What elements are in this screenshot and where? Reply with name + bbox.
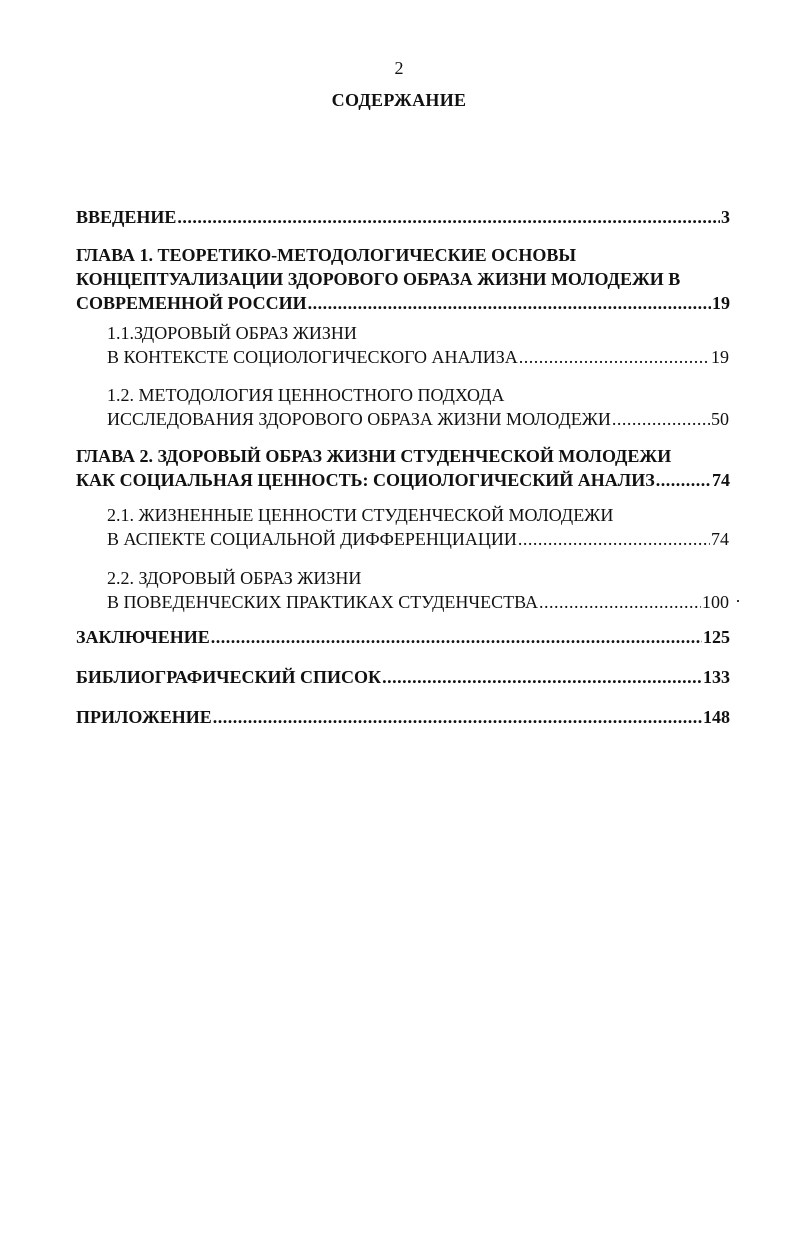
toc-page-number: 74 bbox=[712, 470, 730, 490]
toc-page-number: 125 bbox=[703, 627, 730, 647]
toc-entry-line bbox=[107, 527, 729, 551]
toc-entry-line bbox=[76, 205, 730, 229]
toc-entry-title: В ПОВЕДЕНЧЕСКИХ ПРАКТИКАХ СТУДЕНЧЕСТВА bbox=[107, 592, 538, 612]
toc-entry-title-line: 2.1. ЖИЗНЕННЫЕ ЦЕННОСТИ СТУДЕНЧЕСКОЙ МОЛОДЕЖИ bbox=[107, 505, 614, 525]
toc-entry-line bbox=[107, 345, 729, 369]
toc-entry-line bbox=[76, 625, 730, 649]
scan-speck bbox=[737, 600, 739, 602]
toc-entry-title: БИБЛИОГРАФИЧЕСКИЙ СПИСОК bbox=[76, 667, 382, 687]
toc-entry-section-2-2[interactable] bbox=[107, 566, 729, 614]
page-title: СОДЕРЖАНИЕ bbox=[331, 90, 467, 110]
toc-entry-line bbox=[76, 291, 730, 315]
toc-entry-line bbox=[76, 468, 730, 492]
toc-page-number: 133 bbox=[703, 667, 730, 687]
toc-entry-title-line: ГЛАВА 1. ТЕОРЕТИКО-МЕТОДОЛОГИЧЕСКИЕ ОСНОВЫ bbox=[76, 245, 577, 265]
toc-entry-section-2-1[interactable] bbox=[107, 503, 729, 551]
toc-entry-introduction[interactable] bbox=[76, 205, 730, 229]
toc-entry-title-line: 1.2. МЕТОДОЛОГИЯ ЦЕННОСТНОГО ПОДХОДА bbox=[107, 385, 505, 405]
toc-page-number: 148 bbox=[703, 707, 730, 727]
toc-entry-line bbox=[76, 705, 730, 729]
toc-entry-title: СОВРЕМЕННОЙ РОССИИ bbox=[76, 293, 307, 313]
toc-entry-line bbox=[107, 590, 729, 614]
dot-leader bbox=[519, 345, 710, 369]
dot-leader bbox=[612, 407, 710, 431]
dot-leader bbox=[656, 468, 711, 492]
toc-page-number: 19 bbox=[712, 293, 730, 313]
toc-entry-title-line: ГЛАВА 2. ЗДОРОВЫЙ ОБРАЗ ЖИЗНИ СТУДЕНЧЕСКОЙ МОЛОДЕЖИ bbox=[76, 446, 672, 466]
toc-entry-line bbox=[107, 407, 729, 431]
toc-entry-appendix[interactable] bbox=[76, 705, 730, 729]
toc-entry-title: ИССЛЕДОВАНИЯ ЗДОРОВОГО ОБРАЗА ЖИЗНИ МОЛОДЕЖИ bbox=[107, 409, 611, 429]
dot-leader bbox=[211, 625, 702, 649]
toc-page-number: 19 bbox=[711, 347, 729, 367]
toc-entry-chapter-1[interactable] bbox=[76, 243, 730, 315]
page-number: 2 bbox=[394, 58, 404, 78]
toc-entry-bibliography[interactable] bbox=[76, 665, 730, 689]
toc-entry-chapter-2[interactable] bbox=[76, 444, 730, 492]
toc-entry-section-1-2[interactable] bbox=[107, 383, 729, 431]
toc-page-number: 100 bbox=[702, 592, 729, 612]
toc-entry-title: В АСПЕКТЕ СОЦИАЛЬНОЙ ДИФФЕРЕНЦИАЦИИ bbox=[107, 529, 517, 549]
dot-leader bbox=[308, 291, 711, 315]
toc-page-number: 74 bbox=[711, 529, 729, 549]
toc-entry-line bbox=[76, 665, 730, 689]
toc-entry-title-line: 1.1.ЗДОРОВЫЙ ОБРАЗ ЖИЗНИ bbox=[107, 323, 357, 343]
toc-page-number: 50 bbox=[711, 409, 729, 429]
dot-leader bbox=[539, 590, 701, 614]
toc-entry-conclusion[interactable] bbox=[76, 625, 730, 649]
toc-entry-title-line: 2.2. ЗДОРОВЫЙ ОБРАЗ ЖИЗНИ bbox=[107, 568, 362, 588]
toc-entry-title-line: КОНЦЕПТУАЛИЗАЦИИ ЗДОРОВОГО ОБРАЗА ЖИЗНИ МОЛОДЕЖИ В bbox=[76, 269, 681, 289]
toc-entry-title: В КОНТЕКСТЕ СОЦИОЛОГИЧЕСКОГО АНАЛИЗА bbox=[107, 347, 518, 367]
dot-leader bbox=[518, 527, 710, 551]
toc-page-number: 3 bbox=[721, 207, 730, 227]
toc-entry-title: ЗАКЛЮЧЕНИЕ bbox=[76, 627, 210, 647]
dot-leader bbox=[382, 665, 702, 689]
toc-entry-title: ПРИЛОЖЕНИЕ bbox=[76, 707, 212, 727]
toc-entry-title: ВВЕДЕНИЕ bbox=[76, 207, 177, 227]
dot-leader bbox=[213, 705, 702, 729]
toc-entry-title: КАК СОЦИАЛЬНАЯ ЦЕННОСТЬ: СОЦИОЛОГИЧЕСКИЙ АНАЛИЗ bbox=[76, 470, 655, 490]
toc-entry-section-1-1[interactable] bbox=[107, 321, 729, 369]
dot-leader bbox=[177, 205, 720, 229]
